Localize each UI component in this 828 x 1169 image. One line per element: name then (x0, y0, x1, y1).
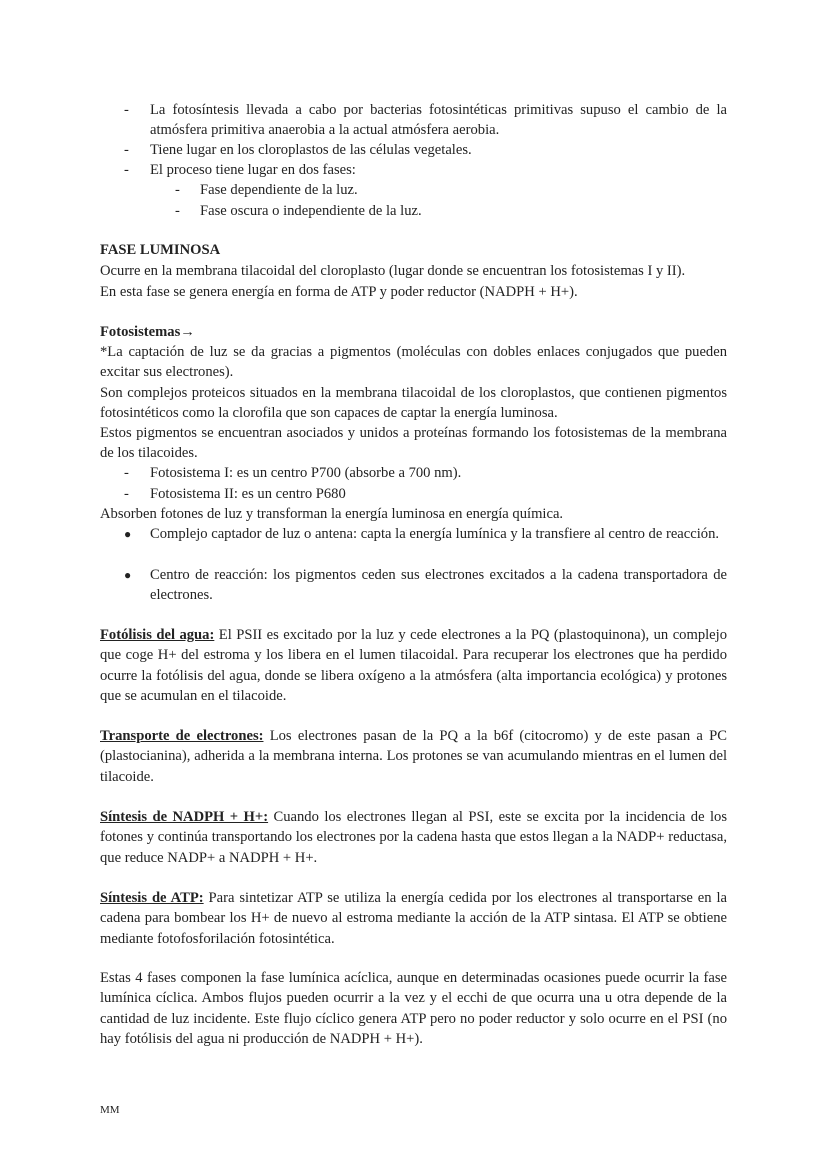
phase-item-1: Fase dependiente de la luz. (200, 182, 358, 198)
intro-item-1: La fotosíntesis llevada a cabo por bacterias fotosintéticas primitivas supuso el cambio de la atmósfera primitiva anaerobia a la actual atmósfera aerobia. (150, 102, 727, 139)
heading-fase-luminosa: FASE LUMINOSA (100, 242, 221, 258)
fotosistemas-paragraph-3: Estos pigmentos se encuentran asociados y unidos a proteínas formando los fotosistemas de la membrana de los tilacoides. (100, 425, 727, 462)
fotosistema-bullet-2: Centro de reacción: los pigmentos ceden sus electrones excitados a la cadena transportadora de electrones. (150, 567, 727, 604)
bullet-icon: ● (124, 568, 132, 582)
section-text: Los electrones pasan de la PQ a la b6f (citocromo) y de este pasan a PC (plastocianina), adherida a la membrana interna. Los protones se van acumulando mientras en el lumen del tilacoide. (100, 728, 727, 785)
fotosistemas-paragraph-1: *La captación de luz se da gracias a pigmentos (moléculas con dobles enlaces conjugados que pueden excitar sus electrones). (100, 344, 727, 381)
fotosistemas-paragraph-2: Son complejos proteicos situados en la membrana tilacoidal de los cloroplastos, que contienen pigmentos fotosintéticos como la clorofila que son capaces de captar la energía luminosa. (100, 385, 727, 422)
dash-marker: - (124, 486, 129, 502)
section-text: Para sintetizar ATP se utiliza la energía cedida por los electrones al transportarse en la cadena para bombear los H+ de nuevo al estroma mediante la acción de la ATP sintasa. El ATP se obtiene mediante fotofosforilación fotosintética. (100, 890, 727, 947)
luminosa-line-2: En esta fase se genera energía en forma de ATP y poder reductor (NADPH + H+). (100, 284, 578, 300)
fotosistemas-paragraph-4: Absorben fotones de luz y transforman la energía luminosa en energía química. (100, 506, 564, 522)
section-text: El PSII es excitado por la luz y cede electrones a la PQ (plastoquinona), un complejo que coge H+ del estroma y los libera en el lumen tilacoidal. Para recuperar los electrones que ha perdido ocurre la fotólisis del agua, donde se libera oxígeno a la atmósfera (alta importancia ecológica) y protones que se acumulan en el tilacoide. (100, 627, 728, 704)
dash-marker: - (175, 203, 180, 219)
section-title: Transporte de electrones: (100, 728, 264, 744)
section-text: Cuando los electrones llegan al PSI, este se excita por la incidencia de los fotones y continúa transportando los electrones por la cadena hasta que estos llegan a la NADP+ reductasa, que reduce NADP+ a NADPH + H+. (100, 809, 728, 866)
section-title: Síntesis de NADPH + H+: (100, 809, 269, 825)
section-transporte (100, 726, 727, 787)
section-atp (100, 888, 727, 949)
dash-marker: - (124, 142, 129, 158)
dash-marker: - (124, 102, 129, 118)
section-title: Fotólisis del agua: (100, 627, 215, 643)
phase-item-2: Fase oscura o independiente de la luz. (200, 203, 422, 219)
dash-marker: - (175, 182, 180, 198)
intro-item-2: Tiene lugar en los cloroplastos de las células vegetales. (150, 142, 472, 158)
closing-paragraph: Estas 4 fases componen la fase lumínica acíclica, aunque en determinadas ocasiones puede ocurrir la fase lumínica cíclica. Ambos flujos pueden ocurrir a la vez y el ecchi de que ocurra una u otra depende de la cantidad de luz incidente. Este flujo cíclico genera ATP pero no poder reductor y solo ocurre en el PSI (no hay fotólisis del agua ni producción de NADPH + H+). (100, 970, 727, 1047)
section-title: Síntesis de ATP: (100, 890, 204, 906)
fotosistema-item-2: Fotosistema II: es un centro P680 (150, 486, 346, 502)
section-nadph (100, 807, 727, 868)
footer-initials: MM (100, 1104, 120, 1116)
heading-fotosistemas: Fotosistemas→ (100, 324, 195, 340)
section-fotolisis (100, 625, 727, 706)
dash-marker: - (124, 465, 129, 481)
fotosistema-item-1: Fotosistema I: es un centro P700 (absorbe a 700 nm). (150, 465, 462, 481)
dash-marker: - (124, 162, 129, 178)
intro-item-3: El proceso tiene lugar en dos fases: (150, 162, 356, 178)
luminosa-line-1: Ocurre en la membrana tilacoidal del cloroplasto (lugar donde se encuentran los fotosistemas I y II). (100, 263, 686, 279)
bullet-icon: ● (124, 527, 132, 541)
fotosistema-bullet-1: Complejo captador de luz o antena: capta la energía lumínica y la transfiere al centro de reacción. (150, 526, 720, 542)
